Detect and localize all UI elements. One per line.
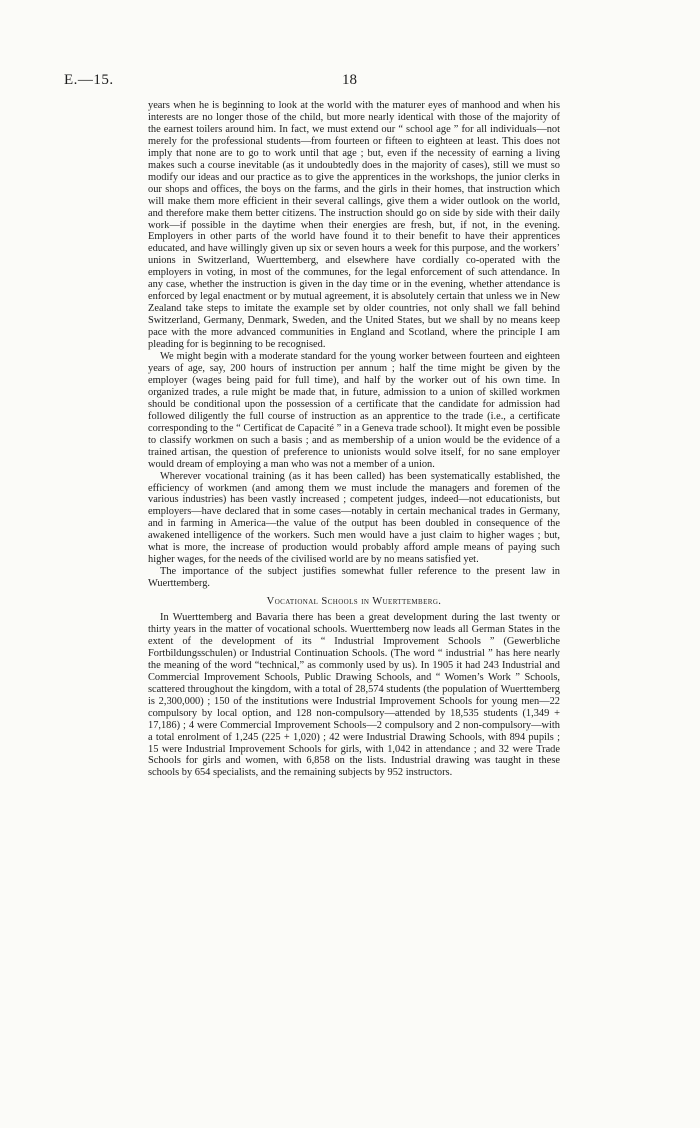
document-reference: E.—15. [64,72,114,88]
paragraph: We might begin with a moderate standard for the young worker between fourteen and eighteen years of age, say, 200 hours of instruction per annum ; half the time might be given by the employer (wages being paid for full time), and half by the worker out of his own time. In organized trades, a rule might be made that, in future, admission to a union of skilled workmen should be conditional upon the possession of a certificate that the candidate for admission had followed diligently the full course of instruction as an apprentice to the trade (i.e., a certificate corresponding to the “ Certificat de Capacité ” in a Geneva trade school). It might even be possible to classify workmen on such a basis ; and as membership of a union would be the evidence of a trained artisan, the question of preference to unionists would solve itself, for no sane employer would dream of employing a man who was not a member of a union. [148,351,560,470]
section-heading: Vocational Schools in Wuerttemberg. [266,596,442,608]
paragraph: The importance of the subject justifies somewhat fuller reference to the present law in Wuerttemberg. [148,566,560,590]
page-number: 18 [342,72,357,88]
paragraph: years when he is beginning to look at the world with the maturer eyes of manhood and when his interests are no longer those of the child, but more nearly identical with those of the majority of the earnest toilers around him. In fact, we must extend our “ school age ” for all individuals—not merely for the professional students—from fourteen or fifteen to eighteen at least. This does not imply that none are to go to work until that age ; but, even if the necessity of earning a living makes such a course inevitable (as it undoubtedly does in the majority of cases), still we must so modify our ideas and our practice as to give the apprentices in the workshops, the junior clerks in our shops and offices, the boys on the farms, and the girls in their homes, that instruction which will make them more efficient in their several callings, give them a wider outlook on the world, and therefore make them better citizens. The instruction should go on side by side with their daily work—if possible in the daytime when their energies are fresh, but, if not, in the evening. Employers in other parts of the world have found it to their benefit to have their apprentices educated, and have willingly given up six or seven hours a week for this purpose, and the workers’ unions in Switzerland, Wuerttemberg, and elsewhere have cordially co-operated with the employers in voting, in most of the communes, for the legal enforcement of such attendance. In any case, whether the instruction is given in the day time or in the evening, whether attendance is enforced by legal enactment or by mutual agreement, it is absolutely certain that unless we in New Zealand take steps to imitate the example set by older countries, not only shall we fall behind Switzerland, Germany, Denmark, Sweden, and the United States, but we shall by no means keep pace with the more advanced communities in England and Scotland, where the principle I am pleading for is beginning to be recognised. [148,100,560,351]
page-header [64,72,634,92]
page-body [148,100,560,779]
paragraph: In Wuerttemberg and Bavaria there has been a great development during the last twenty or thirty years in the matter of vocational schools. Wuerttemberg now leads all German States in the extent of the development of its “ Industrial Improvement Schools ” (Gewerbliche Fortbildungsschulen) or Industrial Continuation Schools. (The word “ industrial ” has here nearly the meaning of the word “technical,” as commonly used by us). In 1905 it had 243 Industrial and Commercial Improvement Schools, Public Drawing Schools, and “ Women’s Work ” Schools, scattered throughout the kingdom, with a total of 28,574 students (the population of Wuerttemberg is 2,300,000) ; 150 of the institutions were Industrial Improvement Schools for young men—22 compulsory by local option, and 128 non-compulsory—attended by 18,535 students (1,349 + 17,186) ; 4 were Commercial Improvement Schools—2 compulsory and 2 non-compulsory—with a total enrolment of 1,245 (225 + 1,020) ; 42 were Industrial Drawing Schools, with 894 pupils ; 15 were Industrial Improvement Schools for girls, with 1,042 in attendance ; and 32 were Trade Schools for girls and women, with 6,858 on the lists. Industrial drawing was taught in these schools by 654 specialists, and the remaining subjects by 952 instructors. [148,612,560,779]
paragraph: Wherever vocational training (as it has been called) has been systematically established, the efficiency of workmen (and among them we must include the managers and foremen of the various industries) has been vastly increased ; competent judges, indeed—not educationists, but employers—have declared that in some cases—notably in certain mechanical trades in Germany, and in farming in America—the value of the output has been doubled in consequence of the awakened intelligence of the workers. Such men would have a just claim to higher wages ; but, what is more, the increase of production would probably afford ample means of paying such higher wages, for the needs of the civilised world are by no means satisfied yet. [148,470,560,566]
